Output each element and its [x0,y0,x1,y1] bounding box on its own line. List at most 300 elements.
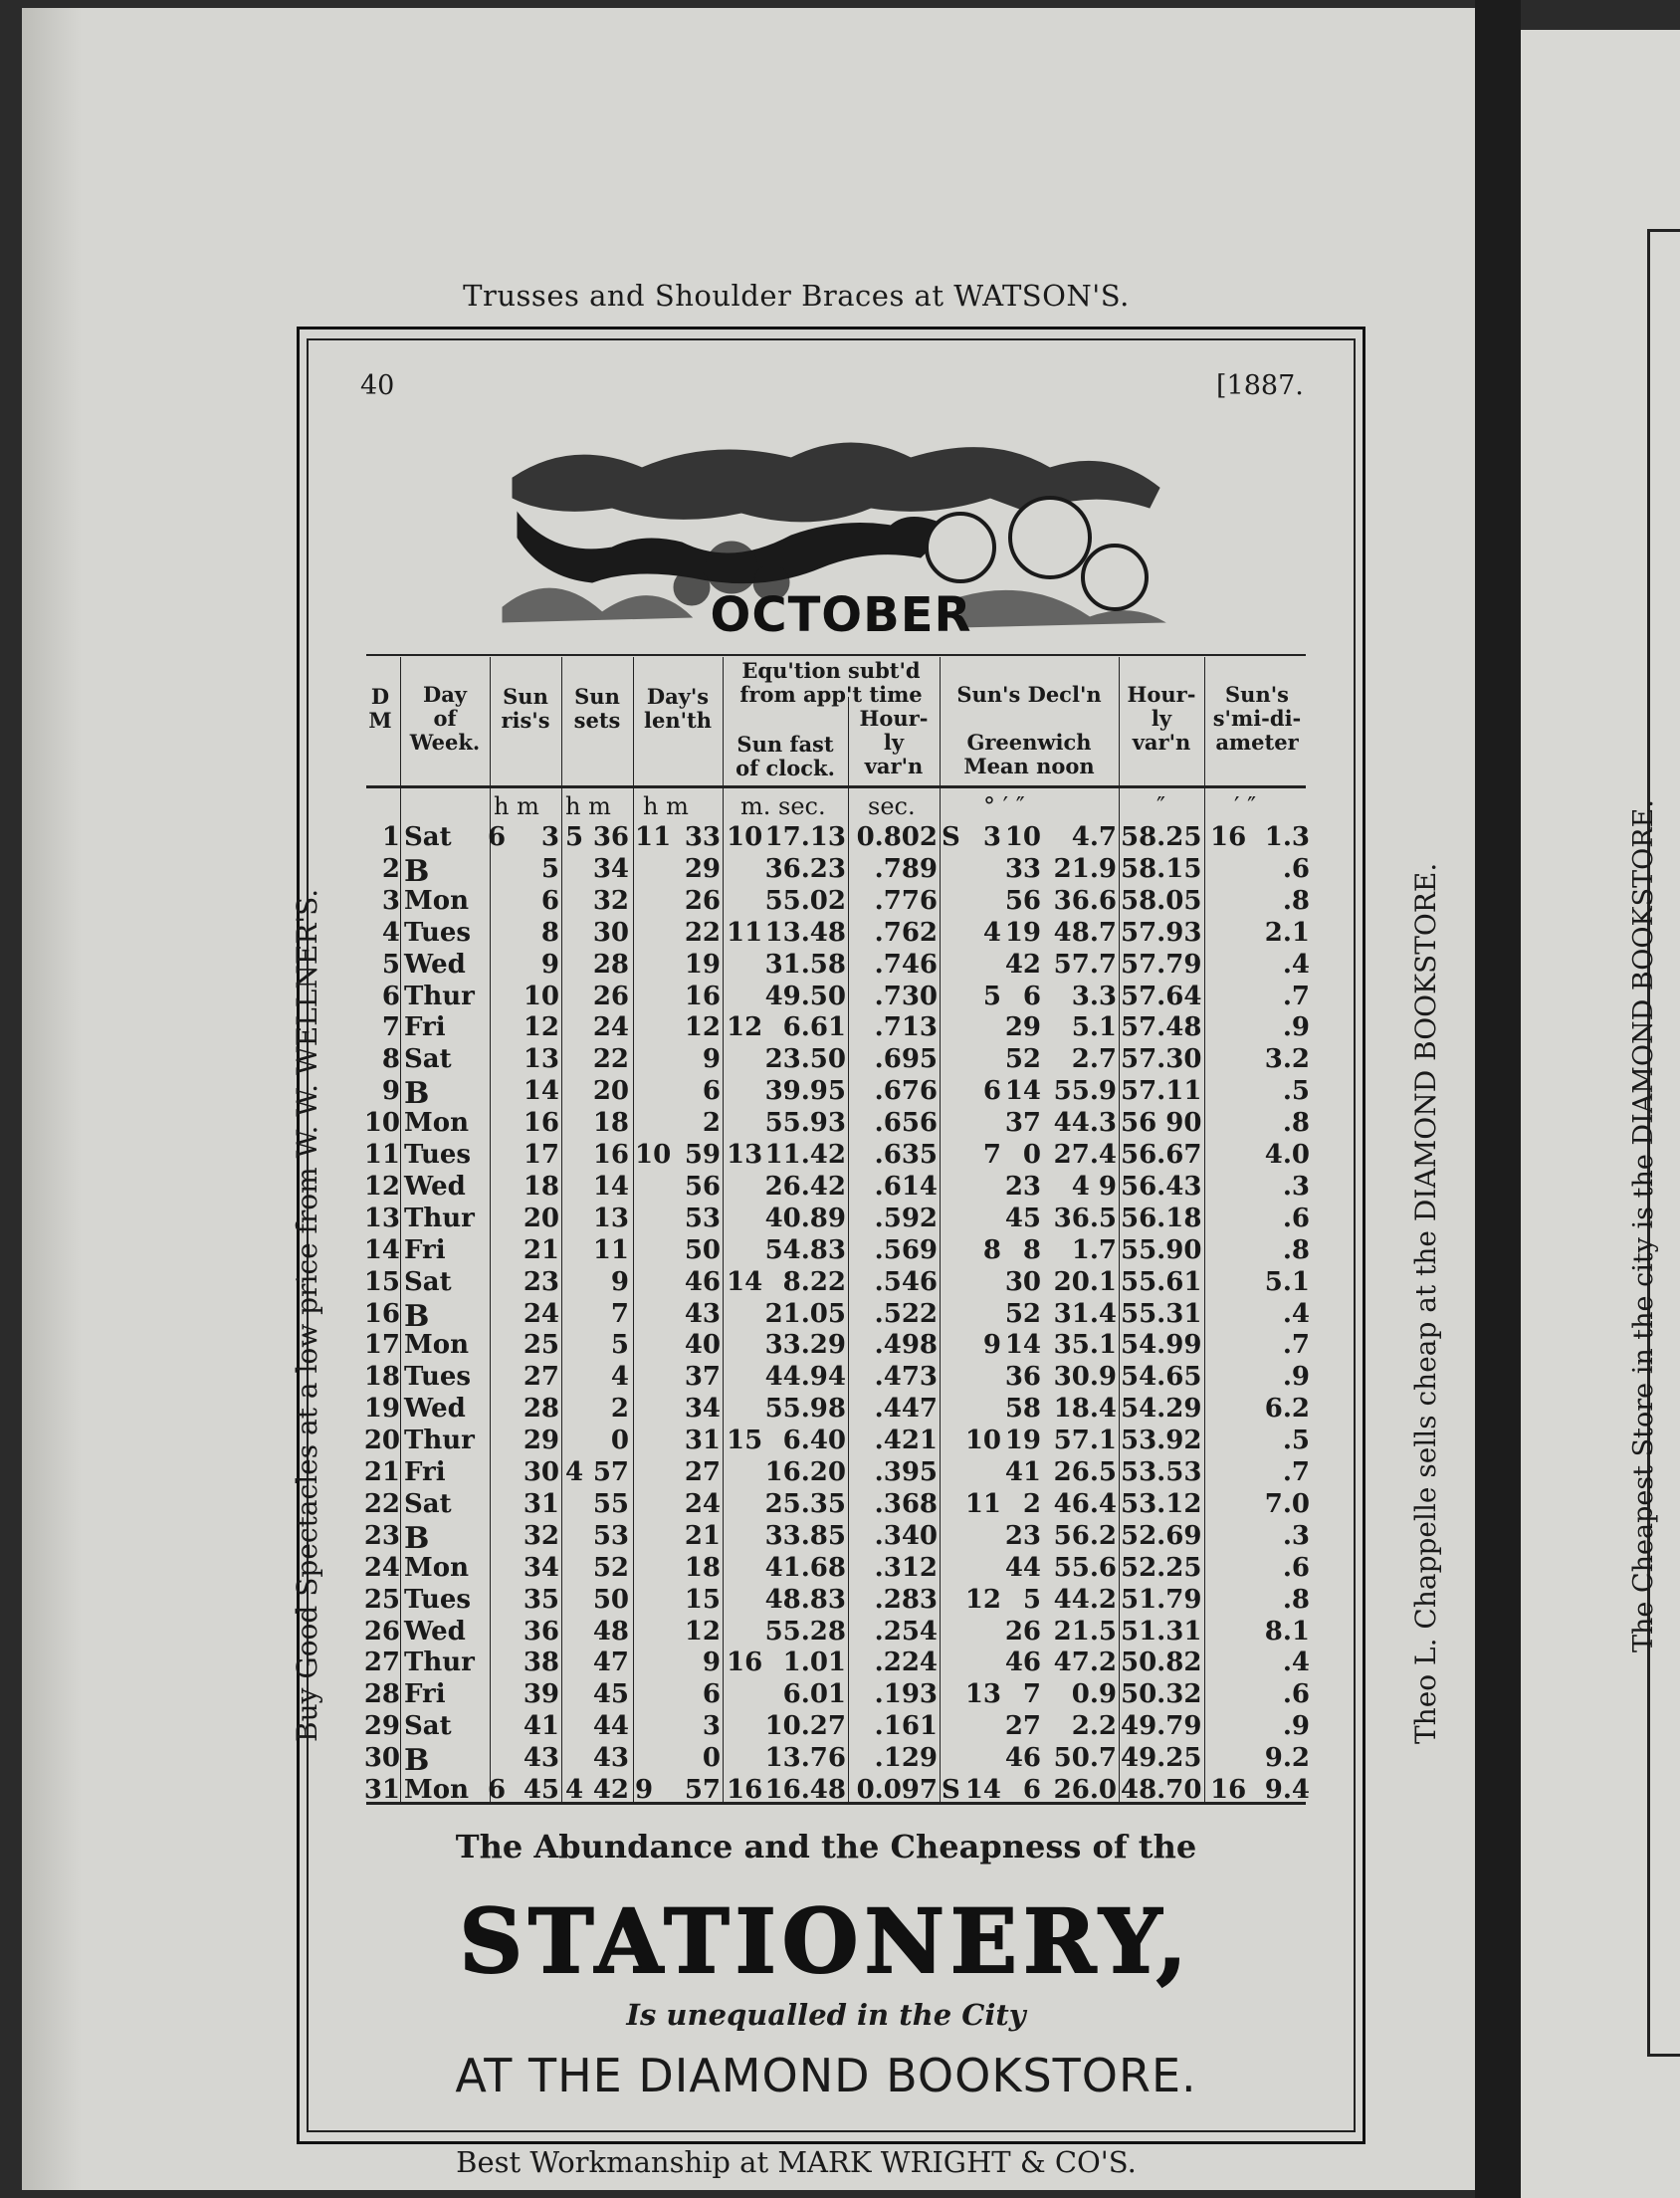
cell-sunset-minute: 13 [592,1203,629,1233]
cell-declination-minute: 52 [1004,1298,1041,1329]
table-row [360,1235,1316,1267]
cell-day: 8 [381,1044,400,1075]
cell-declination-second: 3.3 [1071,981,1117,1011]
cell-hourly-variation: 58.25 [1121,822,1202,852]
cell-declination-minute: 36 [1004,1362,1041,1393]
cell-hourly-variation: 58.15 [1121,853,1202,884]
cell-weekday: Mon [404,1330,470,1361]
units-sun-fast: m. sec. [740,792,826,820]
cell-declination-degree: 4 [982,917,1001,948]
cell-day: 24 [363,1552,400,1583]
cell-sunrise-minute: 20 [523,1203,559,1233]
cell-sunrise-minute: 32 [523,1520,559,1551]
cell-sunrise-minute: 43 [523,1743,559,1774]
cell-sunrise-minute: 21 [523,1234,559,1265]
cell-declination-second: 48.7 [1053,917,1117,948]
cell-hourly-variation: 57.48 [1121,1012,1202,1043]
cell-day: 29 [363,1711,400,1742]
cell-fast-second: 10.27 [764,1711,846,1742]
cell-day: 26 [363,1616,400,1647]
cell-semi-minute: 16 [1210,1775,1247,1805]
cell-hourly-variation: 53.53 [1121,1457,1202,1487]
cell-declination-degree: 5 [982,981,1001,1011]
cell-declination-minute: 46 [1004,1648,1041,1678]
cell-hourly-variation: 48.70 [1121,1775,1202,1805]
cell-weekday: Mon [404,1775,470,1805]
cell-fast-second: 31.58 [764,949,846,980]
cell-declination-second: 4.7 [1071,822,1117,852]
table-row [360,1172,1316,1204]
cell-sunrise-minute: 25 [523,1330,559,1361]
table-row [360,1140,1316,1172]
table-row [360,1489,1316,1521]
cell-sunrise-minute: 9 [540,949,559,980]
cell-declination-minute: 30 [1004,1266,1041,1297]
units-sunrise: h m [494,792,539,820]
header-sunrise: Sun ris's [501,684,550,733]
cell-declination-degree: 9 [982,1330,1001,1361]
cell-sunrise-minute: 5 [540,853,559,884]
side-ad-left: Buy Good Spectacles at a low price from W. W. WELLNER'S. [291,888,323,1742]
cell-declination-minute: 5 [1022,1584,1041,1615]
cell-declination-second: 4 9 [1071,1171,1117,1202]
cell-sunset-minute: 22 [592,1044,629,1075]
cell-sunrise-hour: 6 [488,822,507,852]
cell-weekday: Thur [404,981,475,1011]
side-ad-middle: Theo L. Chappelle sells cheap at the DIAMOND BOOKSTORE. [1409,862,1442,1744]
table-row [360,1585,1316,1617]
cell-sunrise-minute: 18 [523,1171,559,1202]
table-row [360,1743,1316,1779]
cell-semi-minute: 16 [1210,822,1247,852]
cell-variation: .676 [874,1076,938,1107]
cell-semi-second: .5 [1282,1076,1310,1107]
cell-sunset-minute: 24 [592,1012,629,1043]
cell-day: 21 [363,1457,400,1487]
cell-day: 2 [381,853,400,884]
cell-variation: 0.097 [856,1775,938,1805]
cell-semi-second: .6 [1282,1552,1310,1583]
table-row [360,1204,1316,1235]
cell-hourly-variation: 54.29 [1121,1394,1202,1425]
cell-fast-minute: 11 [727,917,763,948]
cell-weekday: Thur [404,1203,475,1233]
cell-weekday: Wed [404,1171,466,1202]
cell-sunset-minute: 18 [592,1108,629,1139]
table-row [360,1108,1316,1140]
cell-day: 28 [363,1679,400,1710]
cell-semi-second: 7.0 [1264,1488,1310,1519]
cell-length-minute: 50 [684,1234,721,1265]
cell-hourly-variation: 50.32 [1121,1679,1202,1710]
header-equation-of-time: Equ'tion subt'd from app't time [739,658,923,707]
cell-sunrise-minute: 6 [540,885,559,916]
cell-hourly-variation: 51.79 [1121,1584,1202,1615]
cell-declination-minute: 0 [1022,1140,1041,1170]
cell-weekday: Sat [404,1711,452,1742]
cell-day: 18 [363,1362,400,1393]
cell-fast-second: 25.35 [764,1488,846,1519]
cell-semi-second: .6 [1282,853,1310,884]
table-row [360,1267,1316,1299]
cell-semi-second: .9 [1282,1711,1310,1742]
cell-declination-second: 26.5 [1053,1457,1117,1487]
table-row [360,1648,1316,1679]
cell-declination-second: 26.0 [1053,1775,1117,1805]
cell-weekday: Tues [404,1140,472,1170]
cell-declination-minute: 19 [1004,1426,1041,1456]
cell-variation: .129 [874,1743,938,1774]
cell-semi-second: .5 [1282,1426,1310,1456]
table-row [360,1553,1316,1585]
cell-hourly-variation: 57.64 [1121,981,1202,1011]
table-top-rule [366,654,1306,656]
cell-semi-second: 3.2 [1264,1044,1310,1075]
cell-length-minute: 34 [684,1394,721,1425]
table-row [360,1298,1316,1334]
cell-fast-second: 21.05 [764,1298,846,1329]
cell-sunrise-minute: 16 [523,1108,559,1139]
cell-sunrise-minute: 34 [523,1552,559,1583]
header-day-of-month: D M [368,684,392,733]
cell-fast-second: 44.94 [764,1362,846,1393]
cell-sunrise-minute: 23 [523,1266,559,1297]
cell-length-minute: 6 [702,1679,721,1710]
cell-declination-minute: 58 [1004,1394,1041,1425]
cell-declination-degree: 12 [964,1584,1001,1615]
cell-sunset-minute: 52 [592,1552,629,1583]
side-ad-right: The Cheapest Store in the city is the DIAMOND BOOKSTORE. [1628,799,1659,1652]
cell-semi-second: .8 [1282,1584,1310,1615]
cell-sunset-minute: 36 [592,822,629,852]
cell-weekday: Sat [404,1488,452,1519]
cell-declination-minute: 14 [1004,1330,1041,1361]
cell-declination-minute: 45 [1004,1203,1041,1233]
table-row [360,918,1316,950]
cell-day: 7 [381,1012,400,1043]
cell-declination-second: 57.7 [1053,949,1117,980]
cell-sunrise-minute: 8 [540,917,559,948]
cell-weekday: Mon [404,1108,470,1139]
table-row [360,982,1316,1013]
cell-semi-second: .8 [1282,885,1310,916]
cell-hourly-variation: 56.67 [1121,1140,1202,1170]
cell-length-hour: 10 [635,1140,672,1170]
units-hourly-variation: ″ [1156,792,1165,820]
cell-variation: .522 [874,1298,938,1329]
cell-declination-degree: 3 [982,822,1001,852]
month-title: OCTOBER [710,587,972,643]
cell-fast-second: 23.50 [764,1044,846,1075]
cell-day: 6 [381,981,400,1011]
cell-declination-minute: 7 [1022,1679,1041,1710]
cell-declination-minute: 27 [1004,1711,1041,1742]
cell-declination-second: 36.6 [1053,885,1117,916]
cell-sunrise-minute: 45 [523,1775,559,1805]
cell-day: 5 [381,949,400,980]
cell-length-minute: 24 [684,1488,721,1519]
cell-declination-second: 55.9 [1053,1076,1117,1107]
cell-declination-second: 27.4 [1053,1140,1117,1170]
cell-declination-second: 46.4 [1053,1488,1117,1519]
cell-variation: .789 [874,853,938,884]
cell-variation: .730 [874,981,938,1011]
page-edge [22,8,82,2190]
cell-declination-minute: 6 [1022,981,1041,1011]
cell-sunset-minute: 43 [592,1743,629,1774]
cell-hourly-variation: 55.31 [1121,1298,1202,1329]
cell-declination-minute: 26 [1004,1616,1041,1647]
cell-length-minute: 9 [702,1648,721,1678]
cell-day: 25 [363,1584,400,1615]
cell-weekday: B [404,1743,430,1779]
cell-semi-second: 8.1 [1264,1616,1310,1647]
book-gutter [1475,0,1521,2198]
cell-semi-second: .8 [1282,1234,1310,1265]
cell-day: 11 [363,1140,400,1170]
header-day-of-week: Day of Week. [409,682,481,755]
cell-hourly-variation: 54.65 [1121,1362,1202,1393]
cell-length-minute: 33 [684,822,721,852]
cell-weekday: Tues [404,917,472,948]
cell-semi-second: 9.4 [1264,1775,1310,1805]
cell-weekday: B [404,1520,430,1556]
cell-fast-second: 13.48 [764,917,846,948]
cell-declination-minute: 42 [1004,949,1041,980]
cell-semi-second: 9.2 [1264,1743,1310,1774]
cell-sunset-minute: 45 [592,1679,629,1710]
cell-hourly-variation: 57.93 [1121,917,1202,948]
cell-weekday: Sat [404,1266,452,1297]
cell-variation: .592 [874,1203,938,1233]
cell-declination-minute: 8 [1022,1234,1041,1265]
cell-hourly-variation: 57.79 [1121,949,1202,980]
cell-semi-second: .6 [1282,1203,1310,1233]
cell-declination-second: 1.7 [1071,1234,1117,1265]
cell-sunset-minute: 5 [610,1330,629,1361]
cell-declination-minute: 23 [1004,1171,1041,1202]
cell-length-minute: 46 [684,1266,721,1297]
cell-hourly-variation: 52.25 [1121,1552,1202,1583]
cell-day: 19 [363,1394,400,1425]
cell-declination-minute: 46 [1004,1743,1041,1774]
table-row [360,1426,1316,1457]
cell-hourly-variation: 51.31 [1121,1616,1202,1647]
cell-declination-sign: S [942,822,960,852]
cell-sunrise-minute: 38 [523,1648,559,1678]
cell-declination-second: 21.9 [1053,853,1117,884]
cell-variation: .498 [874,1330,938,1361]
cell-fast-second: 8.22 [782,1266,846,1297]
cell-declination-second: 55.6 [1053,1552,1117,1583]
cell-variation: .193 [874,1679,938,1710]
cell-day: 15 [363,1266,400,1297]
cell-semi-second: .4 [1282,949,1310,980]
cell-day: 20 [363,1426,400,1456]
cell-declination-minute: 29 [1004,1012,1041,1043]
cell-length-minute: 56 [684,1171,721,1202]
cell-sunset-hour: 5 [565,822,584,852]
cell-day: 13 [363,1203,400,1233]
cell-hourly-variation: 49.79 [1121,1711,1202,1742]
cell-length-minute: 31 [684,1426,721,1456]
table-row [360,1044,1316,1076]
units-variation: sec. [868,792,916,820]
cell-semi-second: 5.1 [1264,1266,1310,1297]
cell-variation: .776 [874,885,938,916]
cell-hourly-variation: 56.18 [1121,1203,1202,1233]
cell-length-minute: 21 [684,1520,721,1551]
cell-sunrise-minute: 24 [523,1298,559,1329]
cell-length-minute: 0 [702,1743,721,1774]
cell-declination-second: 31.4 [1053,1298,1117,1329]
cell-sunset-minute: 14 [592,1171,629,1202]
cell-declination-second: 21.5 [1053,1616,1117,1647]
cell-variation: .340 [874,1520,938,1551]
cell-day: 30 [363,1743,400,1774]
cell-variation: .656 [874,1108,938,1139]
cell-day: 1 [381,822,400,852]
cell-weekday: Wed [404,1394,466,1425]
cell-variation: .283 [874,1584,938,1615]
cell-sunrise-minute: 29 [523,1426,559,1456]
cell-declination-sign: S [942,1775,960,1805]
cell-fast-second: 17.13 [764,822,846,852]
table-row [360,1457,1316,1489]
cell-fast-second: 33.85 [764,1520,846,1551]
cell-sunset-minute: 34 [592,853,629,884]
cell-length-minute: 57 [684,1775,721,1805]
cell-fast-second: 49.50 [764,981,846,1011]
table-row [360,950,1316,982]
table-row [360,886,1316,918]
cell-fast-second: 6.61 [782,1012,846,1043]
cell-fast-second: 16.48 [764,1775,846,1805]
units-day-length: h m [643,792,689,820]
cell-declination-second: 35.1 [1053,1330,1117,1361]
cell-semi-second: .3 [1282,1171,1310,1202]
cell-variation: .546 [874,1266,938,1297]
cell-fast-second: 33.29 [764,1330,846,1361]
cell-length-hour: 9 [635,1775,654,1805]
cell-length-minute: 16 [684,981,721,1011]
cell-semi-second: 1.3 [1264,822,1310,852]
cell-variation: .569 [874,1234,938,1265]
cell-variation: .395 [874,1457,938,1487]
cell-fast-minute: 15 [727,1426,763,1456]
cell-sunrise-minute: 12 [523,1012,559,1043]
header-advertisement: Trusses and Shoulder Braces at WATSON'S. [463,279,1130,313]
header-day-length: Day's len'th [643,684,712,733]
cell-day: 12 [363,1171,400,1202]
cell-fast-minute: 10 [727,822,763,852]
cell-sunset-minute: 30 [592,917,629,948]
units-sunset: h m [565,792,611,820]
cell-length-minute: 37 [684,1362,721,1393]
cell-variation: .254 [874,1616,938,1647]
table-row [360,822,1316,854]
cell-sunset-minute: 0 [610,1426,629,1456]
header-declination-hourly-variation: Hour- ly var'n [1127,682,1196,755]
cell-sunrise-minute: 3 [540,822,559,852]
cell-sunset-minute: 9 [610,1266,629,1297]
cell-sunset-minute: 16 [592,1140,629,1170]
cell-declination-degree: 6 [982,1076,1001,1107]
cell-sunrise-minute: 35 [523,1584,559,1615]
cell-declination-second: 20.1 [1053,1266,1117,1297]
table-header-rule [366,785,1306,788]
cell-fast-second: 55.28 [764,1616,846,1647]
cell-weekday: Fri [404,1679,446,1710]
footer-advertisement: Best Workmanship at MARK WRIGHT & CO'S. [456,2145,1137,2179]
cell-weekday: B [404,853,430,889]
cell-sunset-minute: 57 [592,1457,629,1487]
cell-sunrise-minute: 31 [523,1488,559,1519]
cell-variation: .614 [874,1171,938,1202]
cell-hourly-variation: 57.30 [1121,1044,1202,1075]
cell-variation: .635 [874,1140,938,1170]
table-row [360,1679,1316,1711]
cell-variation: .746 [874,949,938,980]
cell-weekday: Sat [404,822,452,852]
cell-hourly-variation: 55.61 [1121,1266,1202,1297]
units-declination: ° ′ ″ [983,792,1025,820]
cell-day: 14 [363,1234,400,1265]
cell-sunset-hour: 4 [565,1457,584,1487]
cell-sunrise-minute: 14 [523,1076,559,1107]
table-row [360,1394,1316,1426]
cell-sunset-minute: 42 [592,1775,629,1805]
cell-sunset-minute: 32 [592,885,629,916]
cell-fast-second: 55.98 [764,1394,846,1425]
header-declination: Sun's Decl'n Greenwich Mean noon [956,682,1102,778]
cell-day: 23 [363,1520,400,1551]
table-row [360,853,1316,889]
cell-declination-second: 0.9 [1071,1679,1117,1710]
table-row [360,1362,1316,1394]
cell-semi-second: 2.1 [1264,917,1310,948]
cell-fast-second: 41.68 [764,1552,846,1583]
header-sunset: Sun sets [573,684,621,733]
cell-declination-minute: 2 [1022,1488,1041,1519]
cell-weekday: Mon [404,1552,470,1583]
cell-sunset-minute: 7 [610,1298,629,1329]
cell-variation: .224 [874,1648,938,1678]
cell-fast-second: 39.95 [764,1076,846,1107]
cell-fast-minute: 12 [727,1012,763,1043]
cell-declination-second: 44.2 [1053,1584,1117,1615]
cell-fast-second: 26.42 [764,1171,846,1202]
cell-sunset-minute: 26 [592,981,629,1011]
cell-variation: .161 [874,1711,938,1742]
cell-sunset-minute: 28 [592,949,629,980]
cell-fast-second: 48.83 [764,1584,846,1615]
cell-sunset-minute: 47 [592,1648,629,1678]
cell-fast-second: 40.89 [764,1203,846,1233]
cell-length-minute: 53 [684,1203,721,1233]
cell-sunrise-minute: 36 [523,1616,559,1647]
cell-length-minute: 2 [702,1108,721,1139]
cell-fast-second: 55.02 [764,885,846,916]
ad-stationery: STATIONERY, [459,1889,1193,1993]
cell-length-minute: 59 [684,1140,721,1170]
year: [1887. [1216,370,1304,401]
cell-declination-second: 2.2 [1071,1711,1117,1742]
cell-semi-second: .4 [1282,1648,1310,1678]
table-row [360,1330,1316,1362]
cell-day: 27 [363,1648,400,1678]
cell-declination-second: 50.7 [1053,1743,1117,1774]
